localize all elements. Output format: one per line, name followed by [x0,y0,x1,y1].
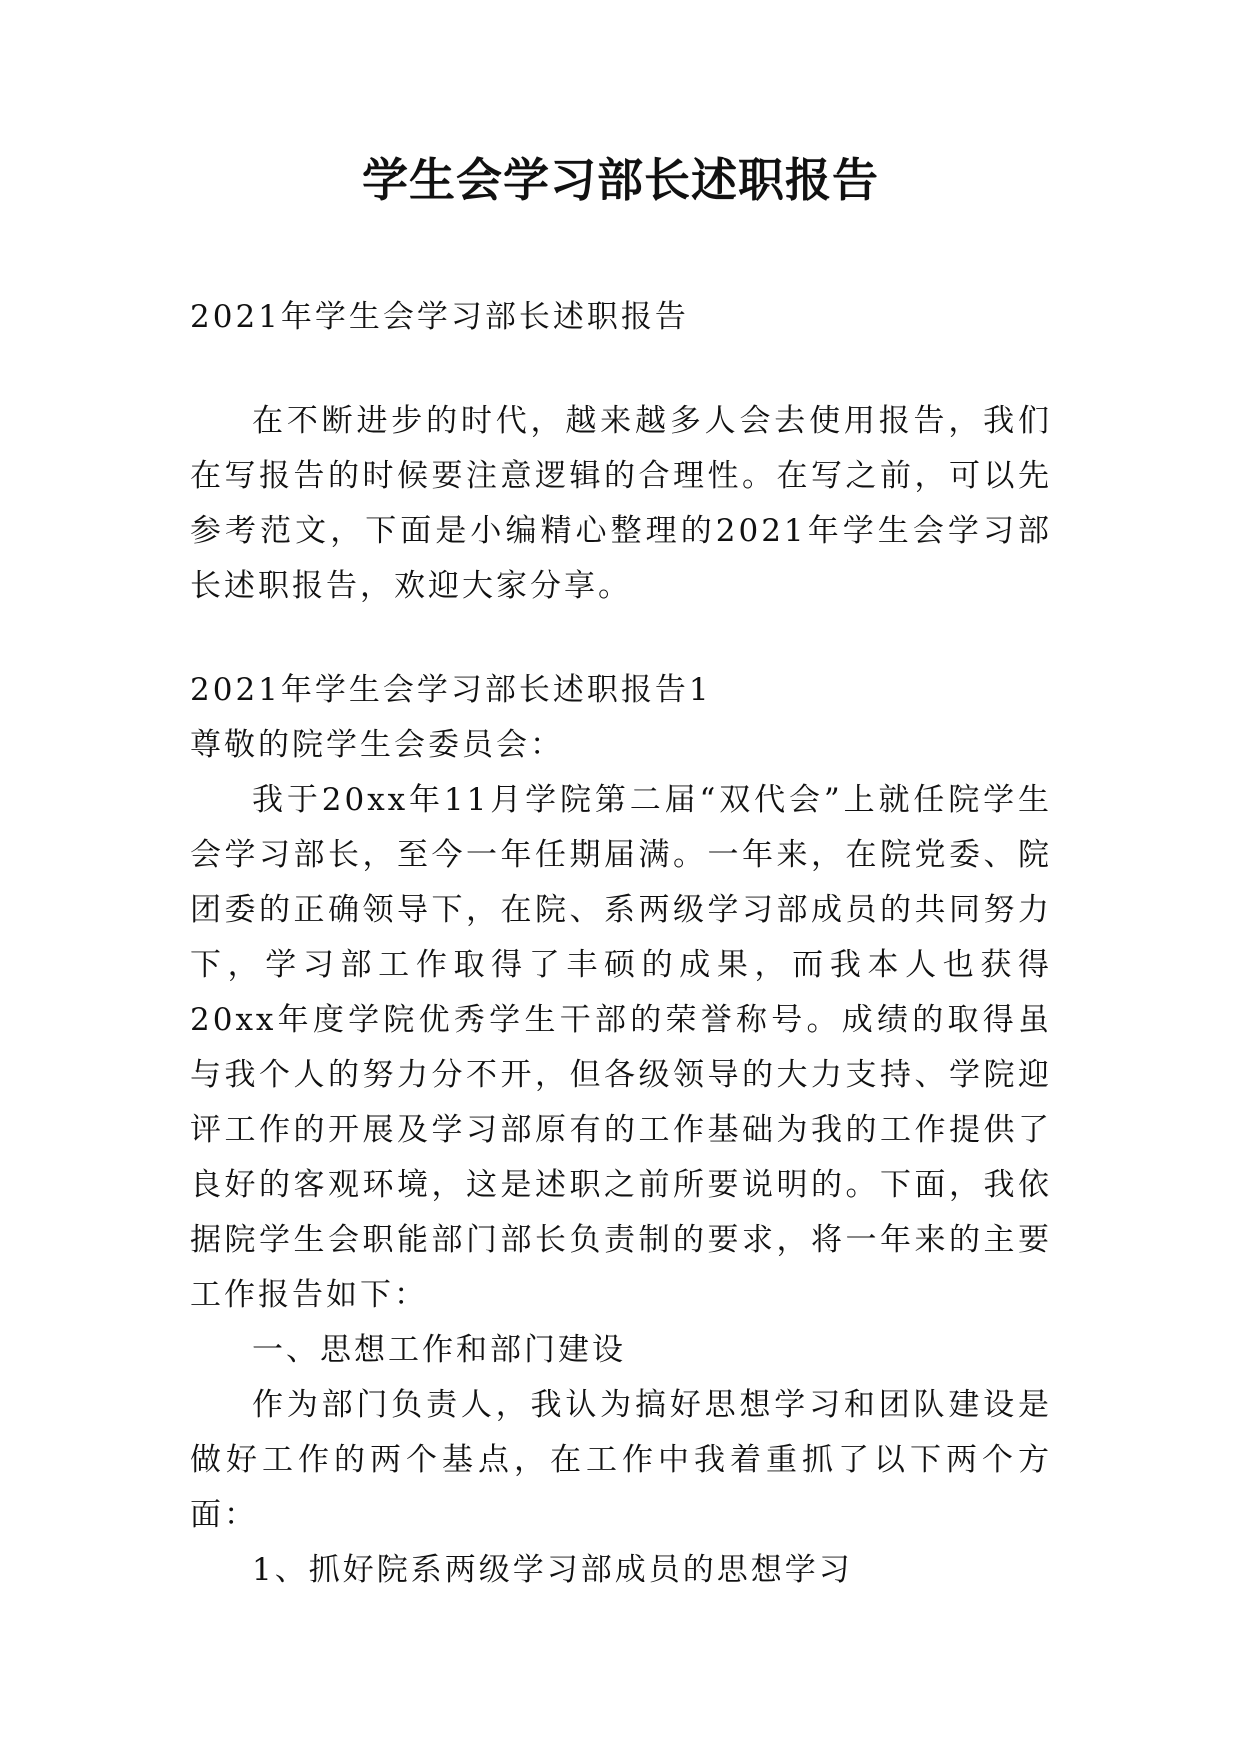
document-body [190,290,1052,1598]
heading-ideological-work: 一、思想工作和部门建设 [252,1332,626,1368]
intro-paragraph: 在不断进步的时代，越来越多人会去使用报告，我们在写报告的时候要注意逻辑的合理性。在写之前，可以先参考范文，下面是小编精心整理的2021年学生会学习部长述职报告，欢迎大家分享。 [190,403,1052,604]
document-subtitle: 2021年学生会学习部长述职报告 [190,299,689,335]
document-title: 学生会学习部长述职报告 [362,153,879,207]
body-paragraph-2: 作为部门负责人，我认为搞好思想学习和团队建设是做好工作的两个基点，在工作中我着重抓了以下两个方面： [190,1387,1052,1533]
salutation: 尊敬的院学生会委员会： [190,727,564,763]
body-paragraph-1: 我于20xx年11月学院第二届“双代会”上就任院学生会学习部长，至今一年任期届满。一年来，在院党委、院团委的正确领导下，在院、系两级学习部成员的共同努力下，学习部工作取得了丰硕的成果，而我本人也获得20xx年度学院优秀学生干部的荣誉称号。成绩的取得虽与我个人的努力分不开，但各级领导的大力支持、学院迎评工作的开展及学习部原有的工作基础为我的工作提供了良好的客观环境，这是述职之前所要说明的。下面，我依据院学生会职能部门部长负责制的要求，将一年来的主要工作报告如下： [190,782,1052,1313]
list-item-1: 1、抓好院系两级学习部成员的思想学习 [252,1552,853,1588]
section-title: 2021年学生会学习部长述职报告1 [190,672,712,708]
